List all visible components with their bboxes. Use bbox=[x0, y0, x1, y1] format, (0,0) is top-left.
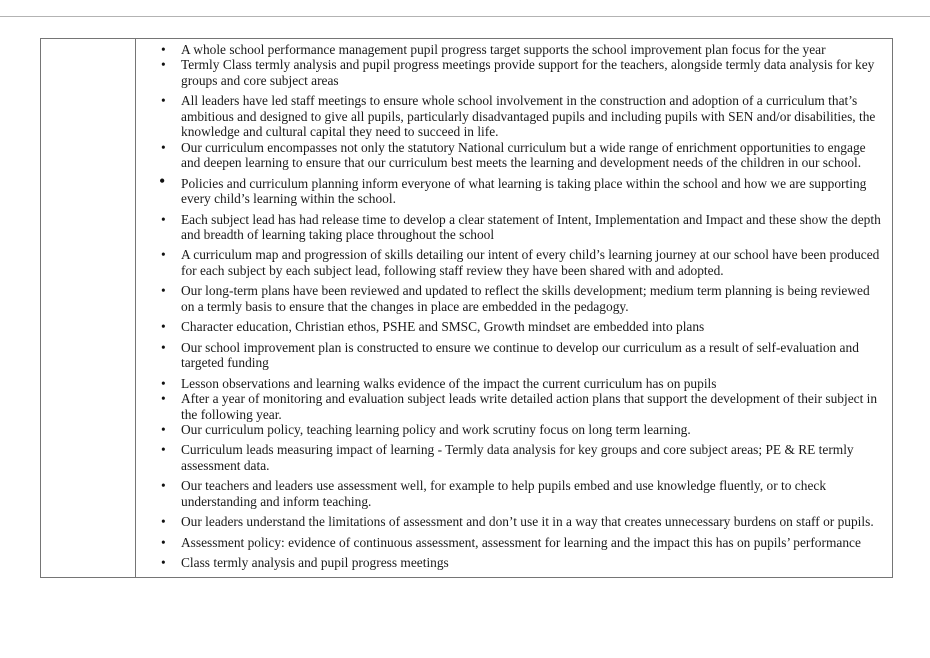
bullet-item-text: A curriculum map and progression of skills detailing our intent of every child’s learning journey at our school have been produced for each subject by each subject lead, following staff review they have been shared with and adopted. bbox=[181, 247, 880, 278]
bullet-item bbox=[136, 283, 884, 314]
bullet-group bbox=[136, 212, 884, 243]
bullet-item-text: Our school improvement plan is constructed to ensure we continue to develop our curriculum as a result of self-evaluation and targeted funding bbox=[181, 339, 859, 371]
bullet-item-text: After a year of monitoring and evaluation subject leads write detailed action plans that support the development of their subject in the following year. bbox=[181, 391, 878, 422]
bullet-item-text: Our curriculum policy, teaching learning policy and work scrutiny focus on long term learning. bbox=[181, 421, 691, 437]
bullet-marker-icon: • bbox=[161, 93, 166, 109]
bullet-group bbox=[136, 478, 884, 509]
curriculum-evidence-table bbox=[40, 38, 893, 578]
bullet-marker-icon: • bbox=[161, 139, 166, 155]
bullet-list bbox=[136, 42, 884, 571]
bullet-item bbox=[136, 247, 884, 278]
bullet-item-text: Our teachers and leaders use assessment well, for example to help pupils embed and use knowledge fluently, or to check understanding and inform teaching. bbox=[181, 478, 827, 509]
bullet-item-text: Class termly analysis and pupil progress meetings bbox=[181, 555, 449, 571]
bullet-item-text: Curriculum leads measuring impact of learning - Termly data analysis for key groups and core subject areas; PE & RE termly assessment data. bbox=[181, 442, 854, 473]
bullet-item bbox=[136, 171, 884, 207]
bullet-marker-icon: • bbox=[161, 247, 166, 263]
bullet-group bbox=[136, 319, 884, 334]
bullet-group bbox=[136, 535, 884, 550]
bullet-marker-icon: • bbox=[161, 534, 166, 550]
bullet-item bbox=[136, 376, 884, 391]
bullet-item bbox=[136, 93, 884, 139]
bullet-group bbox=[136, 514, 884, 529]
bullet-item-text: Our long-term plans have been reviewed and updated to reflect the skills development; medium term planning is being reviewed on a termly basis to ensure that the changes in place are embedded in the pedagogy. bbox=[181, 283, 870, 314]
bullet-item bbox=[136, 535, 884, 550]
bullet-item bbox=[136, 478, 884, 509]
bullet-item bbox=[136, 422, 884, 437]
bullet-item bbox=[136, 555, 884, 570]
bullet-item-text: Termly Class termly analysis and pupil progress meetings provide support for the teachers, alongside termly data analysis for key groups and core subject areas bbox=[181, 57, 875, 88]
bullet-marker-icon: • bbox=[161, 514, 166, 530]
bullet-item bbox=[136, 514, 884, 529]
bullet-marker-icon: • bbox=[161, 421, 166, 437]
bullet-group bbox=[136, 283, 884, 314]
bullet-marker-icon: • bbox=[159, 171, 166, 192]
page-top-rule bbox=[0, 16, 930, 17]
bullet-marker-icon: • bbox=[161, 555, 166, 571]
bullet-item-text: Assessment policy: evidence of continuous assessment, assessment for learning and the impact this has on pupils’ performance bbox=[181, 534, 861, 550]
bullet-item bbox=[136, 57, 884, 88]
bullet-item bbox=[136, 140, 884, 171]
bullet-marker-icon: • bbox=[161, 442, 166, 458]
bullet-item-text: All leaders have led staff meetings to ensure whole school involvement in the construction and adoption of a curriculum that’s ambitious and designed to give all pupils, particularly disadvantaged pupils and including pupils with SEN and/or disabilities, the knowledge and cultural capital they need to succeed in life. bbox=[181, 93, 876, 140]
bullet-marker-icon: • bbox=[161, 57, 166, 73]
bullet-marker-icon: • bbox=[161, 319, 166, 335]
bullet-item bbox=[136, 42, 884, 57]
bullet-group bbox=[136, 376, 884, 438]
bullet-group bbox=[136, 247, 884, 278]
bullet-item-text: A whole school performance management pupil progress target supports the school improvement plan focus for the year bbox=[181, 42, 826, 57]
bullet-item-text: Our leaders understand the limitations of assessment and don’t use it in a way that creates unnecessary burdens on staff or pupils. bbox=[181, 514, 874, 530]
bullet-item bbox=[136, 442, 884, 473]
bullet-group bbox=[136, 555, 884, 570]
bullet-item bbox=[136, 319, 884, 334]
bullet-marker-icon: • bbox=[161, 283, 166, 299]
bullet-group bbox=[136, 340, 884, 371]
bullet-marker-icon: • bbox=[161, 478, 166, 494]
bullet-item bbox=[136, 391, 884, 422]
bullet-marker-icon: • bbox=[161, 211, 166, 227]
bullet-item bbox=[136, 340, 884, 371]
bullet-marker-icon: • bbox=[161, 375, 166, 391]
bullet-group bbox=[136, 442, 884, 473]
bullet-item-text: Lesson observations and learning walks evidence of the impact the current curriculum has on pupils bbox=[181, 375, 717, 391]
bullet-marker-icon: • bbox=[161, 339, 166, 355]
bullet-marker-icon: • bbox=[161, 42, 166, 57]
bullet-group bbox=[136, 93, 884, 170]
bullet-group bbox=[136, 171, 884, 207]
bullet-item-text: Policies and curriculum planning inform everyone of what learning is taking place within the school and how we are supporting every child’s learning within the school. bbox=[181, 175, 867, 207]
bullet-group bbox=[136, 42, 884, 88]
table-right-cell bbox=[136, 39, 892, 577]
bullet-item-text: Each subject lead has had release time to develop a clear statement of Intent, Implementation and Impact and these show the depth and breadth of learning taking place throughout the school bbox=[181, 211, 881, 242]
bullet-marker-icon: • bbox=[161, 391, 166, 407]
bullet-item bbox=[136, 212, 884, 243]
bullet-item-text: Character education, Christian ethos, PSHE and SMSC, Growth mindset are embedded into plans bbox=[181, 319, 705, 335]
table-left-cell bbox=[41, 39, 136, 577]
bullet-item-text: Our curriculum encompasses not only the statutory National curriculum but a wide range of enrichment opportunities to engage and deepen learning to ensure that our curriculum best meets the learning and development needs of the children in our school. bbox=[181, 139, 866, 171]
